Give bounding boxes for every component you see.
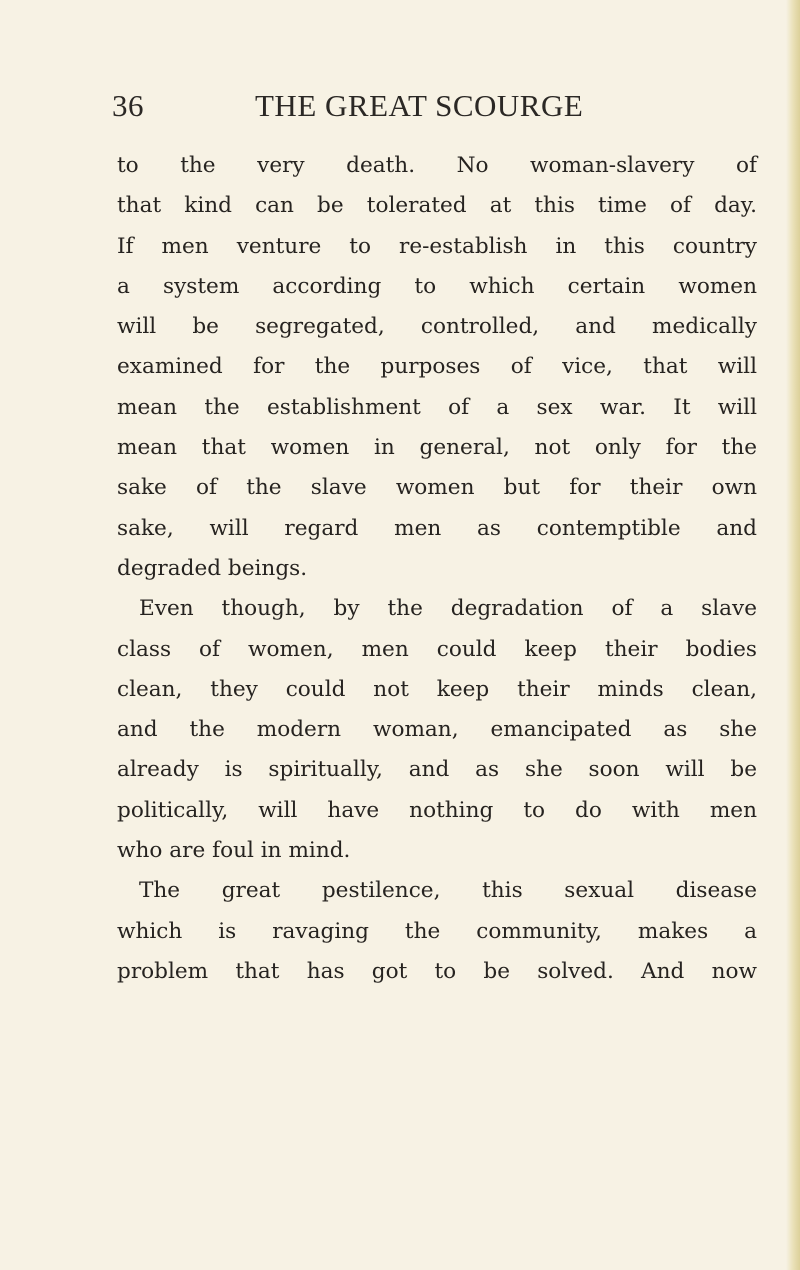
text-line: examined for the purposes of vice, that will xyxy=(117,354,757,380)
text-line: If men venture to re-establish in this country xyxy=(117,233,757,259)
page-number: 36 xyxy=(112,88,144,123)
text-line: and the modern woman, emancipated as she xyxy=(117,717,757,743)
text-line: already is spiritually, and as she soon will be xyxy=(117,757,757,783)
text-line: sake, will regard men as contemptible and xyxy=(117,515,757,541)
text-line: will be segregated, controlled, and medically xyxy=(117,314,757,340)
text-line: problem that has got to be solved. And now xyxy=(117,958,757,984)
running-head xyxy=(112,88,754,128)
text-line: sake of the slave women but for their own xyxy=(117,475,757,501)
body-text xyxy=(117,146,757,992)
running-title: THE GREAT SCOURGE xyxy=(255,88,584,123)
text-line: class of women, men could keep their bodies xyxy=(117,636,757,662)
text-line: to the very death. No woman-slavery of xyxy=(117,153,757,178)
page-edge-shadow xyxy=(786,0,800,1270)
text-line: mean the establishment of a sex war. It will xyxy=(117,394,757,420)
text-line-paragraph-end: degraded beings. xyxy=(117,555,308,581)
text-line-paragraph-start: The great pestilence, this sexual disease xyxy=(139,878,757,904)
text-line-paragraph-end: who are foul in mind. xyxy=(117,838,351,864)
text-line: that kind can be tolerated at this time of day. xyxy=(117,193,757,219)
text-line: mean that women in general, not only for the xyxy=(117,435,757,461)
text-line: which is ravaging the community, makes a xyxy=(117,918,757,944)
text-line: politically, will have nothing to do with men xyxy=(117,797,757,823)
text-line: clean, they could not keep their minds clean, xyxy=(117,676,757,702)
text-line-paragraph-start: Even though, by the degradation of a slave xyxy=(139,596,757,622)
text-line: a system according to which certain women xyxy=(117,273,757,299)
